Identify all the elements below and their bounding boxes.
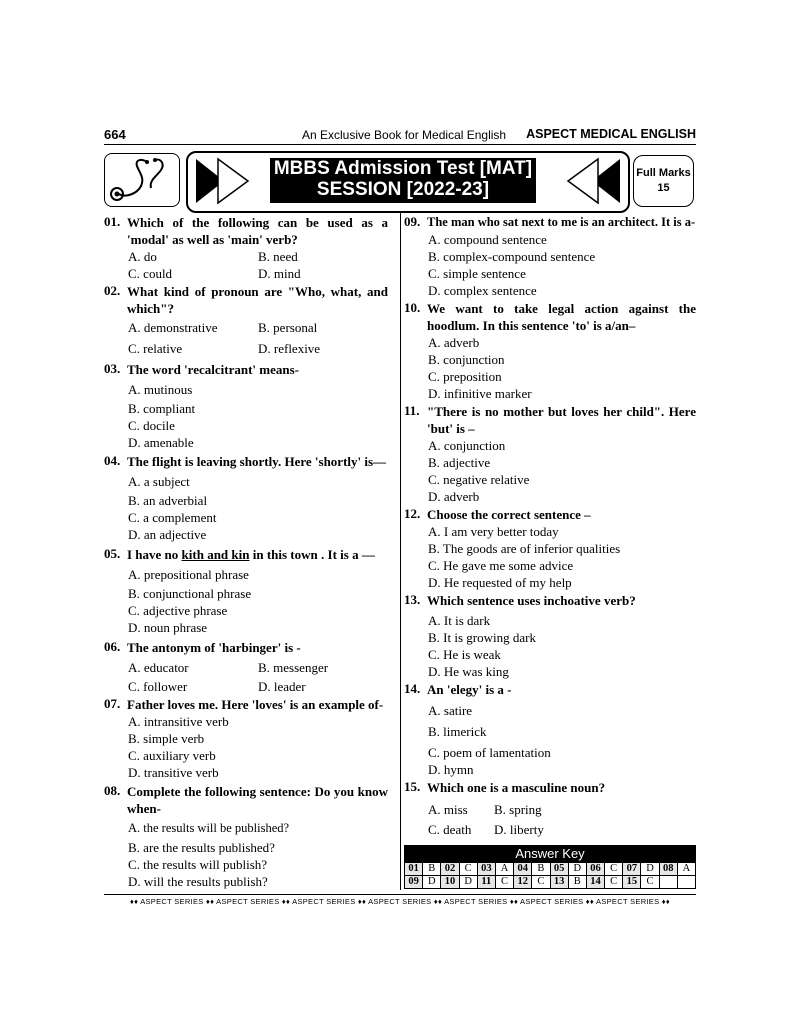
option-b: B. are the results published? [128, 840, 275, 855]
question-text: An 'elegy' is a - [427, 682, 512, 697]
answer-key-cell: C [605, 863, 623, 876]
option-c: C. preposition [428, 369, 502, 384]
answer-key-cell: 13 [550, 876, 568, 889]
option-c: C. death [428, 822, 472, 837]
answer-key-cell [677, 876, 695, 889]
answer-key-cell: 12 [514, 876, 532, 889]
stethoscope-logo [104, 153, 180, 207]
answer-key-cell: C [641, 876, 659, 889]
option-d: D. amenable [128, 435, 194, 450]
answer-key-cell: 02 [441, 863, 459, 876]
option-a: A. educator [128, 660, 189, 675]
option-b: B. complex-compound sentence [428, 249, 596, 264]
answer-key-cell: A [495, 863, 513, 876]
answer-key-cell: 14 [586, 876, 604, 889]
answer-key-cell: B [423, 863, 441, 876]
banner-line-1: MBBS Admission Test [MAT] [273, 158, 533, 179]
option-d: D. infinitive marker [428, 386, 532, 401]
question-text: We want to take legal action against the hoodlum. In this sentence 'to' is a/an– [427, 301, 696, 333]
right-column [404, 214, 696, 838]
answer-key-cell: A [677, 863, 695, 876]
option-c: C. follower [128, 679, 188, 694]
option-c: C. He is weak [428, 647, 501, 662]
question-text: The antonym of 'harbinger' is - [127, 640, 301, 655]
option-b: B. spring [494, 802, 542, 817]
question-text: Complete the following sentence: Do you know when- [127, 784, 388, 816]
full-marks-box [633, 155, 694, 207]
option-c: C. could [128, 266, 173, 281]
footer-series-strip: ♦♦ ASPECT SERIES ♦♦ ASPECT SERIES ♦♦ ASPECT SERIES ♦♦ ASPECT SERIES ♦♦ ASPECT SERIES ♦♦ ASPECT SERIES ♦♦ ASPECT SERIES ♦♦ [129, 897, 671, 906]
option-b: B. adjective [428, 455, 491, 470]
question-text: Father loves me. Here 'loves' is an example of- [127, 697, 384, 712]
option-b: B. messenger [258, 660, 329, 675]
option-d: D. complex sentence [428, 283, 537, 298]
answer-key-cell: D [568, 863, 586, 876]
option-d: D. transitive verb [128, 765, 219, 780]
book-title: An Exclusive Book for Medical English [302, 128, 507, 142]
answer-key [404, 845, 696, 889]
answer-key-cell: 15 [623, 876, 641, 889]
option-b: B. limerick [428, 724, 487, 739]
question-text: The man who sat next to me is an architect. It is a- [427, 215, 696, 229]
answer-key-cell [659, 876, 677, 889]
question-12: 12. Choose the correct sentence – A. I am very better today B. The goods are of inferior qualities C. He gave me some advice D. He requested of my help [404, 506, 696, 591]
option-c: C. poem of lamentation [428, 745, 551, 760]
question-text: I have no kith and kin in this town . It is a — [127, 547, 375, 562]
option-b: B. The goods are of inferior qualities [428, 541, 621, 556]
option-b: B. need [258, 249, 298, 264]
column-divider [400, 212, 401, 890]
stethoscope-icon [105, 154, 179, 206]
question-06: 06. The antonym of 'harbinger' is - A. educator B. messenger C. follower D. leader [104, 639, 388, 695]
question-text: Choose the correct sentence – [427, 507, 591, 522]
option-a: A. the results will be published? [128, 821, 290, 835]
question-14: 14. An 'elegy' is a - A. satire B. limerick C. poem of lamentation D. hymn [404, 681, 696, 778]
option-a: A. mutinous [128, 382, 193, 397]
answer-key-title: Answer Key [404, 845, 696, 862]
answer-key-cell: 10 [441, 876, 459, 889]
option-b: B. conjunction [428, 352, 505, 367]
option-a: A. demonstrative [128, 320, 218, 335]
question-07: 07. Father loves me. Here 'loves' is an example of- A. intransitive verb B. simple verb C. auxiliary verb D. transitive verb [104, 696, 388, 781]
option-c: C. simple sentence [428, 266, 526, 281]
answer-key-cell: B [568, 876, 586, 889]
question-04: 04. The flight is leaving shortly. Here 'shortly' is— A. a subject B. an adverbial C. a complement D. an adjective [104, 453, 387, 542]
answer-key-cell: C [495, 876, 513, 889]
option-d: D. will the results publish? [128, 874, 268, 889]
answer-key-row-2 [405, 876, 696, 889]
header-rule [104, 144, 696, 145]
answer-key-cell: D [641, 863, 659, 876]
banner-title [270, 158, 536, 203]
left-column [104, 214, 388, 890]
question-02: 02. What kind of pronoun are "Who, what, and which"? A. demonstrative B. personal C. relative D. reflexive [104, 283, 388, 356]
option-d: D. reflexive [258, 341, 321, 356]
option-d: D. hymn [428, 762, 474, 777]
option-a: A. satire [428, 703, 473, 718]
question-08: 08. Complete the following sentence: Do you know when- A. the results will be published? B. are the results published? C. the results will publish? D. will the results publish? [104, 783, 388, 889]
answer-key-cell: 06 [586, 863, 604, 876]
option-d: D. an adjective [128, 527, 207, 542]
series-title: ASPECT MEDICAL ENGLISH [526, 127, 696, 141]
question-text: "There is no mother but loves her child". Here 'but' is – [427, 404, 696, 436]
option-a: A. prepositional phrase [128, 567, 249, 582]
option-d: D. leader [258, 679, 306, 694]
answer-key-cell: D [423, 876, 441, 889]
question-05: 05. I have no kith and kin in this town . It is a — A. prepositional phrase B. conjunctional phrase C. adjective phrase D. noun phrase [104, 546, 388, 636]
answer-key-cell: 05 [550, 863, 568, 876]
option-b: B. an adverbial [128, 493, 208, 508]
question-15: 15. Which one is a masculine noun? A. miss B. spring C. death D. liberty [404, 779, 696, 838]
option-a: A. compound sentence [428, 232, 547, 247]
answer-key-cell: D [459, 876, 477, 889]
exam-banner [186, 151, 630, 213]
question-text: Which one is a masculine noun? [427, 780, 606, 795]
question-11: 11. "There is no mother but loves her child". Here 'but' is – A. conjunction B. adjective C. negative relative D. adverb [404, 403, 696, 504]
option-c: C. the results will publish? [128, 857, 268, 872]
question-text: What kind of pronoun are "Who, what, and which"? [127, 284, 388, 316]
option-d: D. He requested of my help [428, 575, 572, 590]
option-c: C. He gave me some advice [428, 558, 574, 573]
answer-key-cell: 04 [514, 863, 532, 876]
option-c: C. a complement [128, 510, 217, 525]
question-text: The flight is leaving shortly. Here 'shortly' is— [127, 454, 387, 469]
answer-key-cell: 09 [405, 876, 423, 889]
option-b: B. personal [258, 320, 318, 335]
question-03: 03. The word 'recalcitrant' means- A. mutinous B. compliant C. docile D. amenable [104, 361, 388, 451]
option-d: D. liberty [494, 822, 544, 837]
answer-key-table [404, 862, 696, 889]
option-a: A. It is dark [428, 613, 491, 628]
answer-key-cell: 11 [477, 876, 495, 889]
answer-key-cell: 01 [405, 863, 423, 876]
footer-rule [104, 894, 696, 895]
answer-key-row-1 [405, 863, 696, 876]
option-b: B. It is growing dark [428, 630, 536, 645]
option-c: C. negative relative [428, 472, 530, 487]
full-marks-value: 15 [657, 182, 670, 194]
question-text: Which of the following can be used as a 'modal' as well as 'main' verb? [127, 215, 388, 247]
page-number: 664 [104, 127, 126, 142]
option-a: A. intransitive verb [128, 714, 229, 729]
option-d: D. He was king [428, 664, 509, 679]
option-a: A. conjunction [428, 438, 506, 453]
answer-key-cell: C [605, 876, 623, 889]
answer-key-cell: 03 [477, 863, 495, 876]
question-01: 01. Which of the following can be used as a 'modal' as well as 'main' verb? A. do B. need C. could D. mind [104, 214, 388, 281]
full-marks-label: Full Marks [636, 167, 691, 179]
question-10: 10. We want to take legal action against the hoodlum. In this sentence 'to' is a/an– A. adverb B. conjunction C. preposition D. infinitive marker [404, 300, 696, 401]
option-a: A. I am very better today [428, 524, 559, 539]
answer-key-cell: 07 [623, 863, 641, 876]
option-b: B. simple verb [128, 731, 205, 746]
option-c: C. auxiliary verb [128, 748, 216, 763]
running-header [104, 127, 696, 143]
answer-key-cell: C [459, 863, 477, 876]
option-b: B. compliant [128, 401, 196, 416]
option-a: A. a subject [128, 474, 190, 489]
question-09: 09. The man who sat next to me is an architect. It is a- A. compound sentence B. complex-compound sentence C. simple sentence D. complex sentence [404, 214, 696, 298]
option-c: C. docile [128, 418, 175, 433]
banner-line-2: SESSION [2022-23] [316, 179, 490, 200]
option-a: A. adverb [428, 335, 480, 350]
underlined-phrase: kith and kin [181, 547, 250, 562]
option-b: B. conjunctional phrase [128, 586, 252, 601]
answer-key-cell: B [532, 863, 550, 876]
question-text: The word 'recalcitrant' means- [127, 362, 299, 377]
option-d: D. adverb [428, 489, 480, 504]
answer-key-cell: C [532, 876, 550, 889]
answer-key-cell: 08 [659, 863, 677, 876]
option-d: D. noun phrase [128, 620, 208, 635]
question-text: Which sentence uses inchoative verb? [427, 593, 636, 608]
option-a: A. miss [428, 802, 468, 817]
option-c: C. adjective phrase [128, 603, 228, 618]
question-13: 13. Which sentence uses inchoative verb? A. It is dark B. It is growing dark C. He is weak D. He was king [404, 592, 696, 680]
option-c: C. relative [128, 341, 183, 356]
option-a: A. do [128, 249, 157, 264]
option-d: D. mind [258, 266, 301, 281]
